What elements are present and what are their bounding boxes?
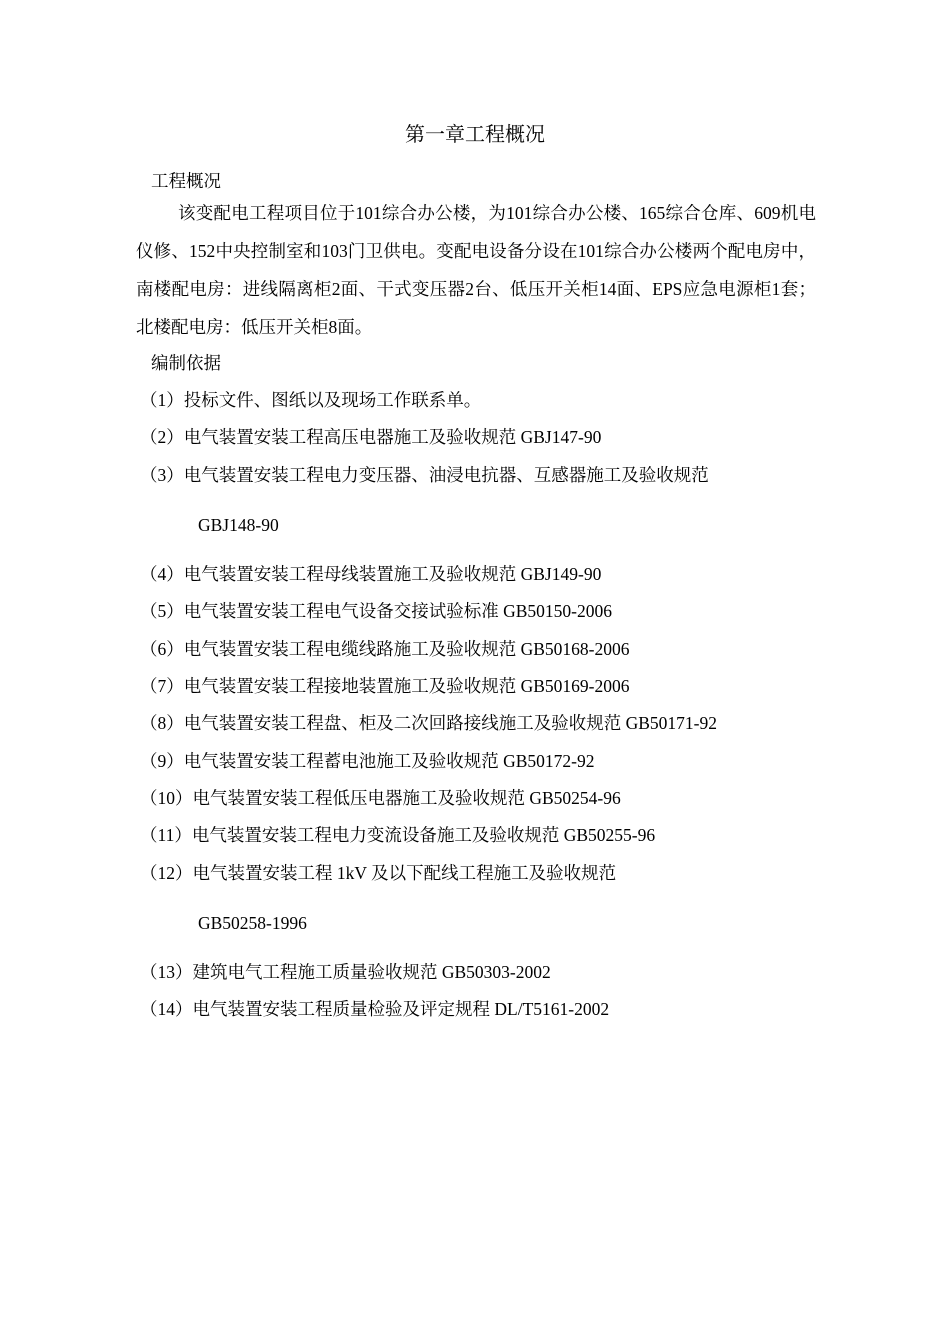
basis-item-text: （11）电气装置安装工程电力变流设备施工及验收规范 GB50255-96	[140, 825, 656, 846]
overview-paragraph: 该变配电工程项目位于101综合办公楼，为101综合办公楼、165综合仓库、609机电仪修、152中央控制室和103门卫供电。变配电设备分设在101综合办公楼两个配电房中，南楼配电房：进线隔离柜2面、干式变压器2台、低压开关柜14面、EPS应急电源柜1套；北楼配电房：低压开关柜8面。	[136, 203, 816, 337]
basis-item	[140, 954, 820, 991]
basis-item-text: （6）电气装置安装工程电缆线路施工及验收规范 GB50168-2006	[140, 638, 630, 659]
basis-item	[140, 668, 820, 705]
basis-item	[140, 419, 820, 456]
basis-item	[140, 556, 820, 593]
basis-item-text: （1）投标文件、图纸以及现场工作联系单。	[140, 390, 482, 410]
basis-item	[140, 855, 820, 943]
section-heading-basis: 编制依据	[151, 353, 221, 373]
basis-item-text: （12）电气装置安装工程 1kV 及以下配线工程施工及验收规范	[140, 862, 617, 883]
basis-item-text: （5）电气装置安装工程电气设备交接试验标准 GB50150-2006	[140, 601, 613, 622]
basis-item	[140, 705, 820, 742]
basis-item-text: （2）电气装置安装工程高压电器施工及验收规范 GBJ147-90	[140, 427, 602, 448]
section-heading-overview: 工程概况	[151, 171, 221, 191]
basis-item	[140, 817, 820, 854]
basis-item-text: （14）电气装置安装工程质量检验及评定规程 DL/T5161-2002	[140, 999, 610, 1020]
basis-item-text: （8）电气装置安装工程盘、柜及二次回路接线施工及验收规范 GB50171-92	[140, 713, 718, 734]
basis-item	[140, 743, 820, 780]
basis-item-text: （10）电气装置安装工程低压电器施工及验收规范 GB50254-96	[140, 787, 621, 808]
basis-list	[140, 382, 820, 1029]
basis-item-text: （3）电气装置安装工程电力变压器、油浸电抗器、互感器施工及验收规范	[140, 464, 709, 485]
basis-item-text: （9）电气装置安装工程蓄电池施工及验收规范 GB50172-92	[140, 750, 595, 771]
basis-item	[140, 593, 820, 630]
basis-item	[140, 457, 820, 545]
chapter-title: 第一章工程概况	[405, 124, 545, 146]
basis-item-continuation: GBJ148-90	[198, 514, 279, 535]
basis-item	[140, 382, 820, 419]
basis-item	[140, 631, 820, 668]
basis-item-text: （13）建筑电气工程施工质量验收规范 GB50303-2002	[140, 962, 551, 983]
basis-item-text: （7）电气装置安装工程接地装置施工及验收规范 GB50169-2006	[140, 676, 630, 697]
basis-item-text: （4）电气装置安装工程母线装置施工及验收规范 GBJ149-90	[140, 564, 602, 585]
basis-item	[140, 780, 820, 817]
basis-item	[140, 991, 820, 1028]
basis-item-continuation: GB50258-1996	[198, 912, 307, 933]
